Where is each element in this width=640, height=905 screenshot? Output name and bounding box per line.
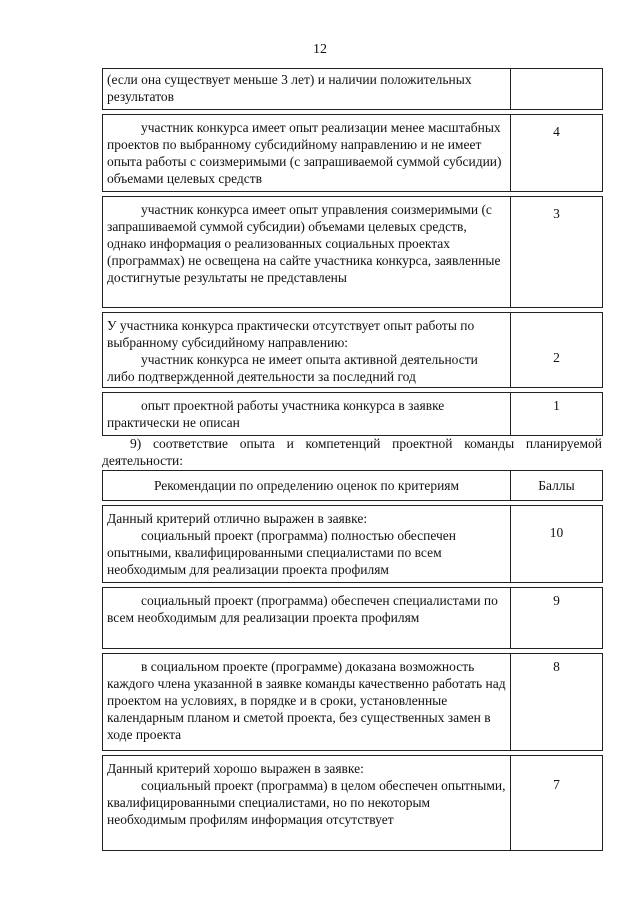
table-row — [103, 115, 603, 192]
row-text: (если она существует меньше 3 лет) и наличии положительных результатов — [103, 69, 511, 110]
row-detail: социальный проект (программа) полностью обеспечен опытными, квалифицированными специалистами по всем необходимым для реализации проекта профилям — [107, 528, 456, 577]
page-number: 12 — [313, 42, 327, 57]
row-score: 4 — [511, 115, 603, 192]
row-score: 1 — [511, 393, 603, 436]
row-score: 7 — [511, 756, 603, 851]
row-text — [103, 506, 511, 583]
criterion-paragraph: 9) соответствие опыта и компетенций проектной команды планируемой деятельности: — [102, 436, 602, 468]
table-row — [103, 654, 603, 751]
table-row — [103, 393, 603, 436]
row-text: социальный проект (программа) обеспечен специалистами по всем необходимым для реализации проекта профилям — [103, 588, 511, 649]
row-score: 9 — [511, 588, 603, 649]
row-text: участник конкурса имеет опыт управления соизмеримыми (с запрашиваемой суммой субсидии) объемами целевых средств, однако информация о реализованных социальных проектах (программах) не освещена на сайте участника конкурса, заявленные достигнутые результаты не представлены — [103, 197, 511, 308]
row-detail: социальный проект (программа) в целом обеспечен опытными, квалифицированными специалистами, но по некоторым необходимым профилям информация отсутствует — [107, 778, 506, 827]
table-header-row — [103, 471, 603, 501]
table-row — [103, 69, 603, 110]
criteria-table-team — [102, 470, 603, 851]
row-text: участник конкурса имеет опыт реализации менее масштабных проектов по выбранному субсидийному направлению и не имеет опыта работы с соизмеримыми (с запрашиваемой суммой субсидии) объемами целевых средств — [103, 115, 511, 192]
row-header: Данный критерий отлично выражен в заявке: — [107, 511, 368, 526]
table-row — [103, 756, 603, 851]
row-score: 8 — [511, 654, 603, 751]
row-header: У участника конкурса практически отсутствует опыт работы по выбранному субсидийному направлению: — [107, 318, 475, 350]
column-header-score: Баллы — [511, 471, 603, 501]
criteria-table-experience — [102, 68, 603, 436]
row-score: 3 — [511, 197, 603, 308]
row-text — [103, 313, 511, 388]
row-text: в социальном проекте (программе) доказана возможность каждого члена указанной в заявке команды качественно работать над проектом на условиях, в порядке и в сроки, установленные календарным планом и сметой проекта, без существенных замен в ходе проекта — [103, 654, 511, 751]
row-header: Данный критерий хорошо выражен в заявке: — [107, 761, 364, 776]
row-text — [103, 756, 511, 851]
row-detail: участник конкурса не имеет опыта активной деятельности либо подтвержденной деятельности за последний год — [107, 352, 478, 384]
column-header-recommendations: Рекомендации по определению оценок по критериям — [103, 471, 511, 501]
table-row — [103, 197, 603, 308]
row-text: опыт проектной работы участника конкурса в заявке практически не описан — [103, 393, 511, 436]
row-score — [511, 69, 603, 110]
row-score: 2 — [511, 313, 603, 388]
table-row — [103, 506, 603, 583]
row-score: 10 — [511, 506, 603, 583]
table-row — [103, 588, 603, 649]
table-row — [103, 313, 603, 388]
